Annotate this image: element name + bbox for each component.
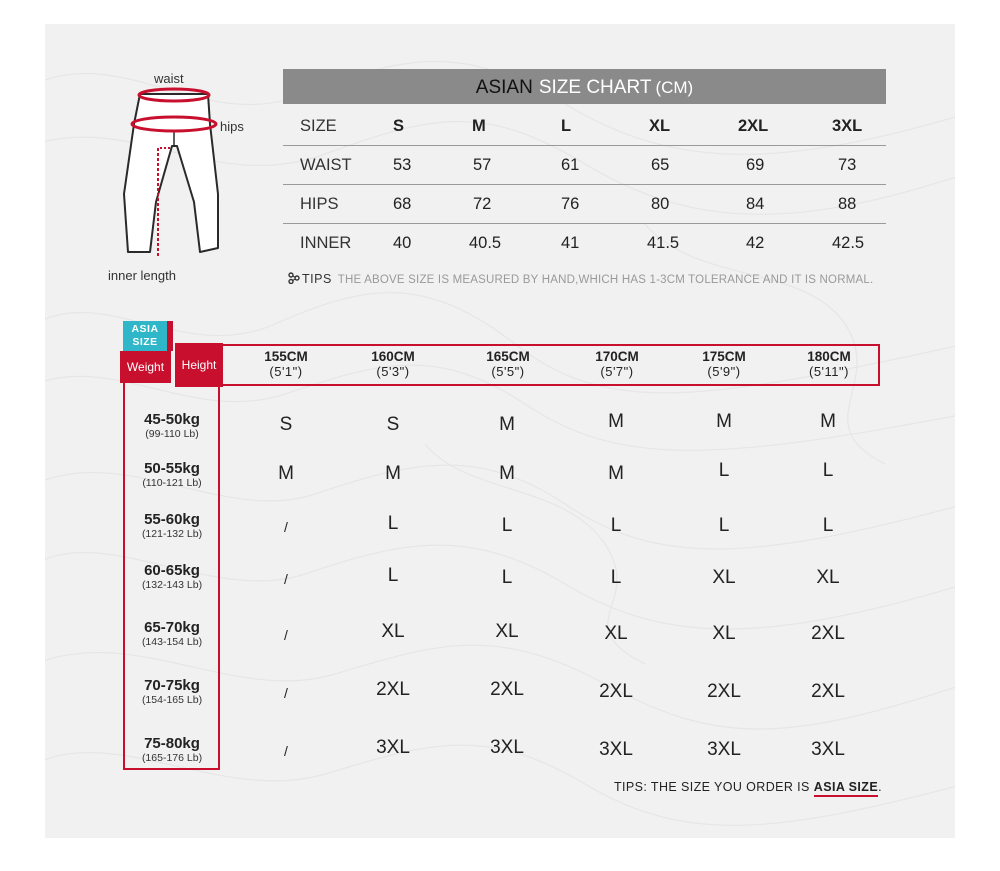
header-cell: XL [649, 117, 671, 135]
pants-diagram [110, 84, 230, 264]
height-inch: (5'3") [376, 364, 410, 379]
weight-lb: (121-132 Lb) [141, 528, 203, 540]
row-label: HIPS [300, 195, 339, 213]
height-header: Height [175, 343, 223, 387]
weight-lb: (143-154 Lb) [141, 636, 203, 648]
size-chart-title [283, 69, 886, 104]
weight-cell [126, 677, 218, 706]
height-inch: (5'11") [809, 364, 849, 379]
table-cell: 41.5 [647, 234, 680, 252]
weight-lb: (132-143 Lb) [141, 579, 203, 591]
height-inch: (5'1") [269, 364, 303, 379]
size-cell: 3XL [707, 739, 741, 760]
table-cell: 42 [746, 234, 765, 252]
order-tips [614, 780, 882, 794]
size-cell: L [822, 515, 834, 536]
size-cell: L [387, 513, 399, 534]
header-cell: 3XL [832, 117, 863, 135]
weight-kg: 45-50kg [144, 411, 200, 428]
badge-line-1: ASIA [131, 323, 159, 335]
height-cm: 170CM [595, 349, 639, 364]
size-cell: L [822, 460, 834, 481]
size-chart-row-waist [283, 146, 886, 185]
row-label: WAIST [300, 156, 352, 174]
size-cell: M [820, 411, 836, 432]
weight-kg: 55-60kg [144, 511, 200, 528]
title-asian: ASIAN [475, 77, 533, 98]
table-cell: 72 [473, 195, 492, 213]
size-cell: / [284, 627, 288, 643]
order-tips-end: . [878, 780, 882, 794]
size-cell: L [387, 565, 399, 586]
table-cell: 76 [561, 195, 580, 213]
asia-size-badge [123, 321, 167, 351]
size-cell: 3XL [376, 737, 410, 758]
size-chart-header-row [283, 107, 886, 146]
size-cell: 2XL [811, 681, 845, 702]
badge-line-2: SIZE [132, 336, 158, 348]
size-cell: S [279, 414, 293, 435]
table-cell: 53 [393, 156, 412, 174]
weight-kg: 75-80kg [144, 735, 200, 752]
weight-kg: 60-65kg [144, 562, 200, 579]
size-cell: L [610, 567, 622, 588]
header-cell: L [561, 117, 572, 135]
size-cell: / [284, 571, 288, 587]
size-cell: XL [604, 623, 628, 644]
size-cell: XL [381, 621, 405, 642]
table-cell: 88 [838, 195, 857, 213]
size-chart-row-hips [283, 185, 886, 224]
size-cell: XL [816, 567, 840, 588]
height-inch: (5'9") [707, 364, 741, 379]
table-cell: 68 [393, 195, 412, 213]
tips-label: TIPS [302, 272, 332, 286]
size-cell: L [718, 460, 730, 481]
order-tips-prefix: TIPS: THE SIZE YOU ORDER IS [614, 780, 810, 794]
size-cell: M [608, 411, 624, 432]
weight-cell [126, 562, 218, 591]
size-cell: 2XL [811, 623, 845, 644]
size-cell: 3XL [490, 737, 524, 758]
weight-lb: (99-110 Lb) [145, 428, 199, 440]
weight-kg: 65-70kg [144, 619, 200, 636]
size-cell: M [499, 463, 515, 484]
size-cell: L [501, 567, 513, 588]
size-cell: L [718, 515, 730, 536]
table-cell: 41 [561, 234, 580, 252]
size-chart-tips [288, 272, 873, 286]
size-cell: M [499, 414, 515, 435]
order-tips-emphasis: ASIA SIZE [814, 780, 878, 797]
weight-kg: 70-75kg [144, 677, 200, 694]
size-chart-row-inner [283, 224, 886, 262]
weight-lb: (110-121 Lb) [142, 477, 202, 489]
weight-cell [126, 619, 218, 648]
weight-cell [126, 735, 218, 764]
size-cell: L [501, 515, 513, 536]
tips-icon [288, 272, 300, 284]
size-cell: M [608, 463, 624, 484]
height-inch: (5'7") [600, 364, 634, 379]
size-cell: 2XL [599, 681, 633, 702]
height-cell [679, 349, 769, 379]
height-inch: (5'5") [491, 364, 525, 379]
title-size-chart: SIZE CHART [538, 77, 652, 98]
table-cell: 65 [651, 156, 670, 174]
header-cell: 2XL [738, 117, 769, 135]
header-cell: SIZE [300, 117, 337, 135]
weight-cell [126, 460, 218, 489]
height-cell [784, 349, 874, 379]
size-cell: 3XL [599, 739, 633, 760]
size-cell: XL [712, 567, 736, 588]
table-cell: 40.5 [469, 234, 502, 252]
header-cell: M [472, 117, 486, 135]
height-cell [241, 349, 331, 379]
waist-label: waist [154, 71, 184, 86]
table-cell: 40 [393, 234, 412, 252]
size-cell: 2XL [490, 679, 524, 700]
weight-lb: (154-165 Lb) [141, 694, 203, 706]
size-cell: XL [712, 623, 736, 644]
header-cell: S [393, 117, 405, 135]
size-cell: M [385, 463, 401, 484]
size-cell: 2XL [376, 679, 410, 700]
weight-cell [126, 511, 218, 540]
table-cell: 57 [473, 156, 492, 174]
size-cell: M [716, 411, 732, 432]
height-cell [463, 349, 553, 379]
hips-label: hips [220, 119, 244, 134]
weight-kg: 50-55kg [144, 460, 200, 477]
weight-header: Weight [120, 351, 171, 383]
height-cm: 180CM [807, 349, 851, 364]
weight-lb: (165-176 Lb) [141, 752, 203, 764]
table-cell: 73 [838, 156, 857, 174]
height-cell [348, 349, 438, 379]
inner-length-label: inner length [108, 268, 176, 283]
size-cell: XL [495, 621, 519, 642]
tips-text: THE ABOVE SIZE IS MEASURED BY HAND,WHICH HAS 1-3CM TOLERANCE AND IT IS NORMAL. [337, 274, 874, 286]
size-cell: S [386, 414, 400, 435]
table-cell: 69 [746, 156, 765, 174]
table-cell: 80 [651, 195, 670, 213]
height-cm: 155CM [264, 349, 308, 364]
size-cell: / [284, 743, 288, 759]
row-label: INNER [300, 234, 352, 252]
size-cell: / [284, 519, 288, 535]
title-unit: (CM) [655, 78, 694, 97]
weight-cell [126, 411, 218, 440]
badge-accent [167, 321, 173, 351]
size-cell: / [284, 685, 288, 701]
table-cell: 61 [561, 156, 580, 174]
height-cm: 175CM [702, 349, 746, 364]
size-cell: 2XL [707, 681, 741, 702]
height-cm: 165CM [486, 349, 530, 364]
size-cell: L [610, 515, 622, 536]
size-cell: 3XL [811, 739, 845, 760]
size-cell: M [278, 463, 294, 484]
height-cm: 160CM [371, 349, 415, 364]
table-cell: 84 [746, 195, 765, 213]
table-cell: 42.5 [832, 234, 865, 252]
height-cell [572, 349, 662, 379]
